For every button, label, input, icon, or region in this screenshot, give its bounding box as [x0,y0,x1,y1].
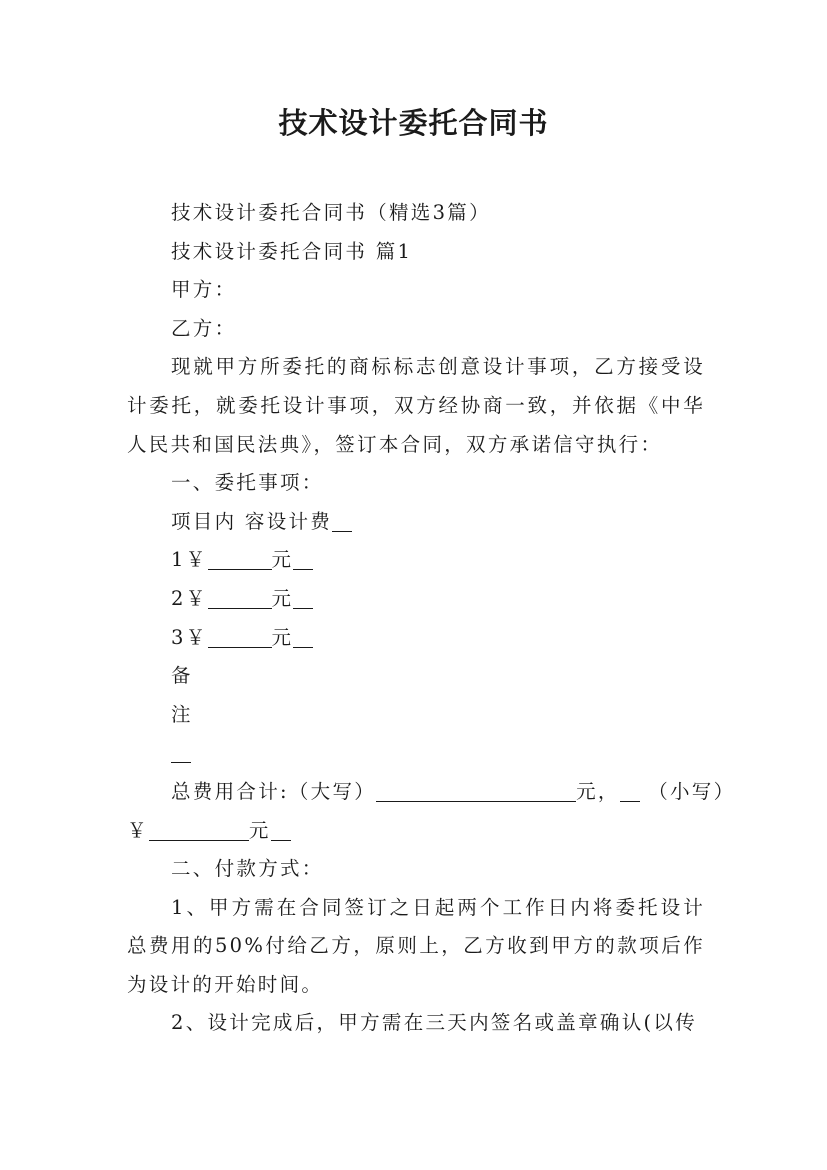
fee-item-3-prefix: 3￥ [171,625,208,649]
fee-table-header-label: 项目内 容设计费 [171,509,333,533]
remark-line-1: 备 [171,664,193,688]
party-a-line: 甲方： [171,278,237,302]
total-yen-line [127,812,705,851]
total-yen: ￥ [127,818,149,842]
fee-item-2-prefix: 2￥ [171,586,208,610]
blank-line [293,547,313,570]
blank-line [293,625,313,648]
blank-line [208,586,272,609]
blank-line [332,509,352,532]
section-2-heading: 二、付款方式： [171,857,324,881]
yuan-label: 元 [248,818,271,842]
blank-line [149,818,249,841]
remark-line-2: 注 [171,702,193,726]
intro-paragraph: 现就甲方所委托的商标标志创意设计事项，乙方接受设计委托，就委托设计事项，双方经协商一致，并依据《中华人民共和国民法典》，签订本合同，双方承诺信守执行： [127,355,705,456]
total-small-label: （小写） [648,779,736,803]
yuan-label: 元 [271,625,294,649]
fee-item-3 [127,619,705,658]
blank-line [620,779,640,802]
fee-item-1 [127,541,705,580]
payment-1-paragraph: 1、甲方需在合同签订之日起两个工作日内将委托设计总费用的50%付给乙方，原则上，乙方收到甲方的款项后作为设计的开始时间。 [127,895,705,996]
document-body [127,194,736,1043]
yuan-label: 元 [271,586,294,610]
payment-2-paragraph: 2、设计完成后，甲方需在三天内签名或盖章确认(以传 [171,1011,698,1035]
total-line [127,773,736,812]
blank-line [376,779,576,802]
part-heading-line: 技术设计委托合同书 篇1 [171,239,413,263]
blank-line [293,586,313,609]
blank-line [208,547,272,570]
fee-table-header [127,503,705,542]
party-b-line: 乙方： [171,316,237,340]
fee-item-1-prefix: 1￥ [171,548,208,572]
yuan-label: 元 [271,548,294,572]
document-title: 技术设计委托合同书 [278,106,549,140]
section-1-heading: 一、委托事项： [171,471,324,495]
blank-line [208,625,272,648]
blank-line [171,740,191,763]
subtitle-line: 技术设计委托合同书（精选3篇） [171,201,491,224]
remark-blank-line [127,734,705,773]
fee-item-2 [127,580,705,619]
total-prefix: 总费用合计:（大写） [171,779,377,803]
total-mid: 元， [576,779,620,803]
blank-line [271,818,291,841]
